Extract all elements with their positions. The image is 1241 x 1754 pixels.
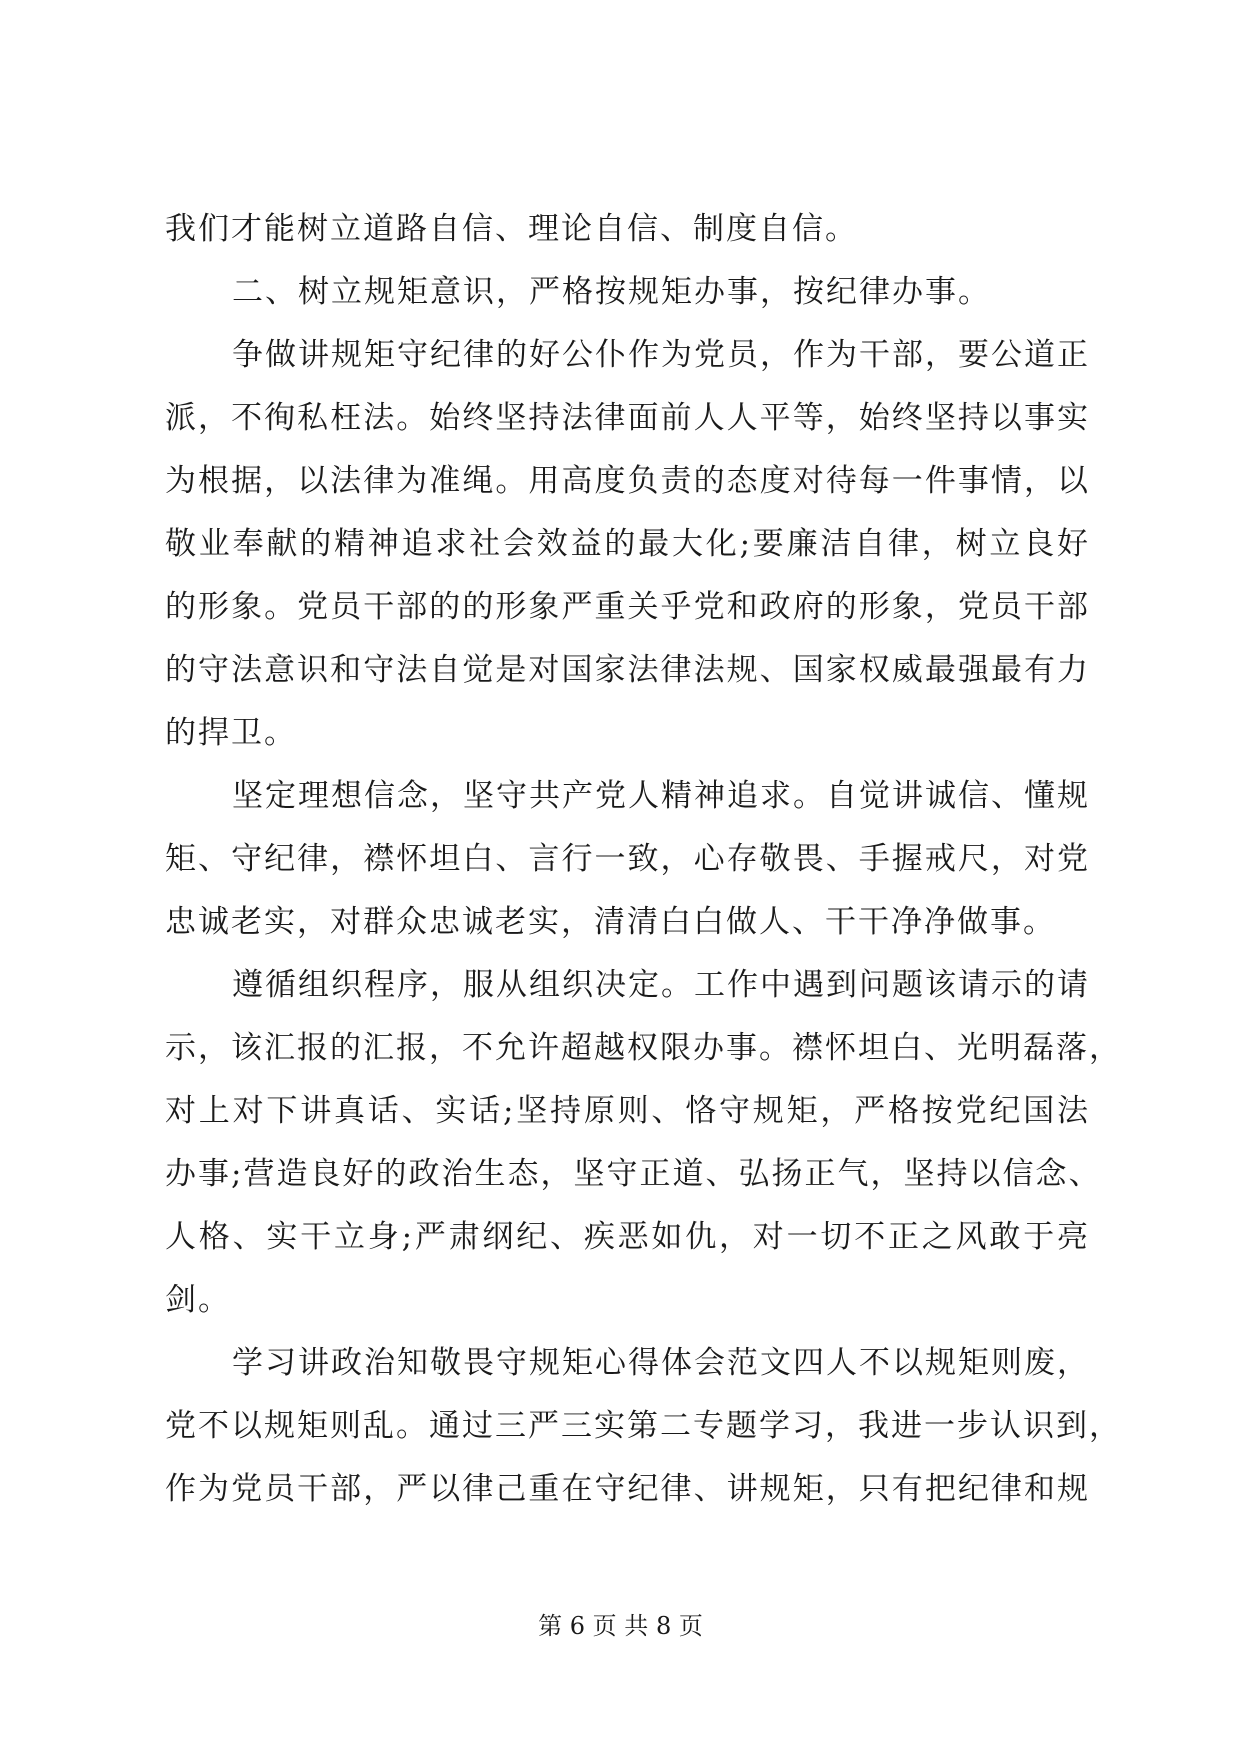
text-line: 二、树立规矩意识，严格按规矩办事，按纪律办事。 (232, 274, 991, 310)
text-line: 争做讲规矩守纪律的好公仆作为党员，作为干部，要公道正 (232, 337, 1090, 373)
text-line: 的形象。党员干部的的形象严重关乎党和政府的形象，党员干部 (165, 589, 1090, 625)
text-line: 人格、实干立身;严肃纲纪、疾恶如仇，对一切不正之风敢于亮 (165, 1219, 1090, 1255)
page-footer: 第 6 页 共 8 页 (538, 1612, 703, 1640)
text-line: 坚定理想信念，坚守共产党人精神追求。自觉讲诚信、懂规 (232, 778, 1090, 814)
text-line: 的守法意识和守法自觉是对国家法律法规、国家权威最强最有力 (165, 652, 1090, 688)
text-line: 学习讲政治知敬畏守规矩心得体会范文四人不以规矩则废， (232, 1345, 1090, 1381)
text-line: 党不以规矩则乱。通过三严三实第二专题学习，我进一步认识到， (165, 1408, 1122, 1444)
text-line: 矩、守纪律，襟怀坦白、言行一致，心存敬畏、手握戒尺，对党 (165, 841, 1090, 877)
text-line: 为根据，以法律为准绳。用高度负责的态度对待每一件事情，以 (165, 463, 1090, 499)
body-text (165, 205, 1122, 1528)
text-line: 作为党员干部，严以律己重在守纪律、讲规矩，只有把纪律和规 (165, 1471, 1090, 1507)
text-line: 敬业奉献的精神追求社会效益的最大化;要廉洁自律，树立良好 (165, 526, 1090, 562)
text-line: 我们才能树立道路自信、理论自信、制度自信。 (165, 211, 858, 247)
text-line: 的捍卫。 (165, 715, 297, 751)
text-line: 剑。 (165, 1282, 231, 1318)
text-line: 忠诚老实，对群众忠诚老实，清清白白做人、干干净净做事。 (165, 904, 1056, 940)
text-line: 派，不徇私枉法。始终坚持法律面前人人平等，始终坚持以事实 (165, 400, 1090, 436)
text-line: 办事;营造良好的政治生态，坚守正道、弘扬正气，坚持以信念、 (165, 1156, 1102, 1192)
text-line: 遵循组织程序，服从组织决定。工作中遇到问题该请示的请 (232, 967, 1090, 1003)
text-line: 对上对下讲真话、实话;坚持原则、恪守规矩，严格按党纪国法 (165, 1093, 1090, 1129)
text-line: 示，该汇报的汇报，不允许超越权限办事。襟怀坦白、光明磊落， (165, 1030, 1122, 1066)
